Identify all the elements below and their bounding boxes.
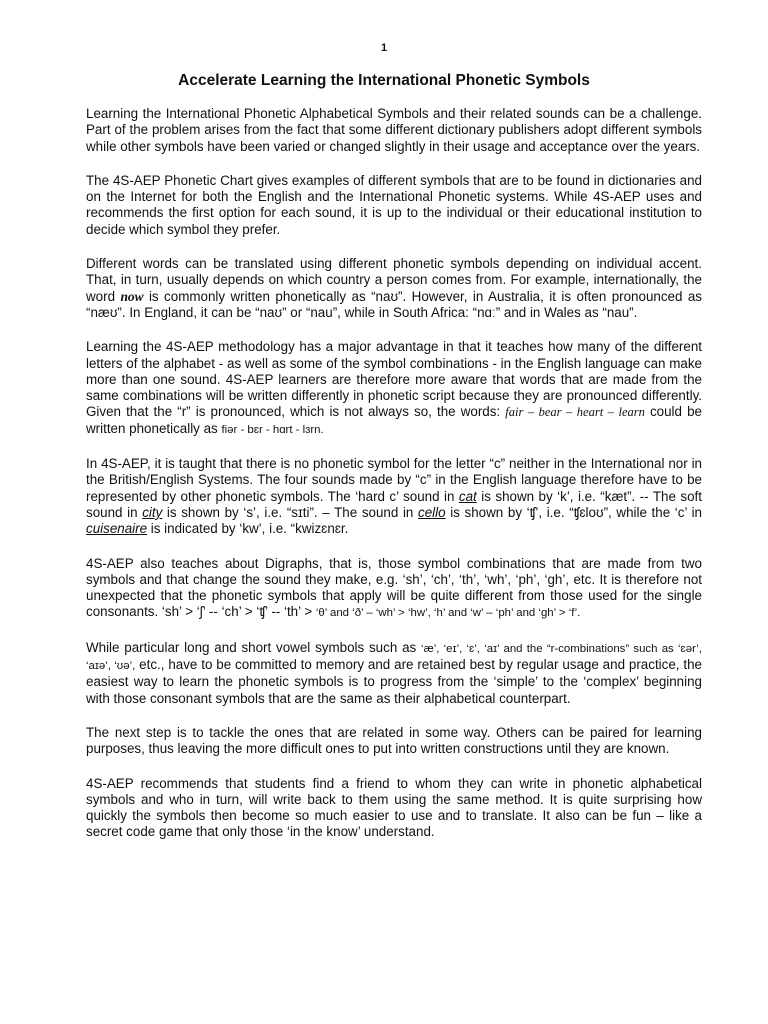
digraph-symbols: ‘θ’ and ‘ð’ – ‘wh’ > ‘hw’, ‘h’ and ‘w’ – ‘ph’ and ‘gh’ > ‘f’. [315,607,581,620]
paragraph-9: 4S-AEP recommends that students find a friend to whom they can write in phonetic alphabetical symbols and who in turn, will write back to them using the same method. It is quite surprising how quickly the symbols then become so much easier to use and to translate. It also can be fun – like a secret code game that only those ‘in the know’ understand. [86,775,702,840]
paragraph-6-text-a: 4S-AEP also teaches about Digraphs, that is, those symbol combinations that are made from two symbols and that change the sound they make, e.g. ‘sh’, ‘ch’, ‘th’, ‘wh’, ‘ph’, ‘gh’, etc. It is therefore not unexpected that the phonetic symbols that apply will be quite different from those used for the single consonants. ‘sh’ > ‘ʃ’ -- ‘ch’ > ‘ʧ’ -- ‘th’ > [86,555,702,620]
paragraph-2: The 4S-AEP Phonetic Chart gives examples of different symbols that are to be found in dictionaries and on the Internet for both the English and the International Phonetic systems. While 4S-AEP uses and recommends the first option for each sound, it is up to the individual or their educational institution to decide which symbol they prefer. [86,172,702,237]
paragraph-3-text-a: Different words can be translated using different phonetic symbols depending on individual accent. That, in turn, usually depends on which country a person comes from. For example, internationally, the word [86,256,702,304]
document-body [86,106,702,859]
word-cello: cello [418,504,446,520]
paragraph-5 [86,456,702,537]
paragraph-7 [86,640,702,707]
paragraph-5-text-e: is indicated by ‘kw’, i.e. “kwizɛnɛr. [147,521,349,537]
phonetic-transcription: fiər - bɛr - hɑrt - lɜrn. [221,423,324,436]
paragraph-7-text-b: etc., have to be committed to memory and are retained best by regular usage and practice, the easiest way to learn the phonetic symbols is to progress from the ‘simple’ to the ‘complex’ beginning with those consonant symbols that are the same as their alphabetical counterpart. [86,657,702,706]
paragraph-3-text-b: is commonly written phonetically as “naʊ”. However, in Australia, it is often pronounced as “næʊ”. In England, it can be “naʊ” or “nau”, while in South Africa: “nɑː” and in Wales as “nau”. [86,288,702,320]
paragraph-4-text-b: could be written phonetically as [86,404,702,436]
paragraph-7-text-a: While particular long and short vowel symbols such as [86,639,422,655]
paragraph-4 [86,339,702,438]
example-words: fair – bear – heart – learn [505,405,645,420]
word-city: city [142,504,163,520]
page-number: 1 [380,42,388,54]
document-title: Accelerate Learning the International Phonetic Symbols [178,72,590,89]
vowel-symbols: ‘æ’, ‘eɪ’, ‘ɛ’, ‘aɪ’ and the “r-combinations” such as ‘ɛər’, ‘aɪə’, ‘ʊə’, [86,642,702,673]
paragraph-5-text-b: is shown by ‘k’, i.e. “kæt”. -- The soft sound in [86,488,702,520]
paragraph-3 [86,256,702,321]
paragraph-5-text-d: is shown by ‘ʧ’, i.e. “ʧɛloʊ”, while the ‘c’ in [445,504,703,520]
word-cuisenaire: cuisenaire [86,521,148,537]
word-cat: cat [458,488,477,504]
paragraph-5-text-c: is shown by ‘s’, i.e. “sɪti”. – The sound in [162,504,419,520]
paragraph-5-text-a: In 4S-AEP, it is taught that there is no phonetic symbol for the letter “c” neither in the International nor in the British/English Systems. The four sounds made by “c” in the English language therefore have to be represented by other phonetic symbols. The ‘hard c’ sound in [86,456,702,504]
paragraph-4-text-a: Learning the 4S-AEP methodology has a major advantage in that it teaches how many of the different letters of the alphabet - as well as some of the symbol combinations - in the English language can make more than one sound. 4S-AEP learners are therefore more aware that words that are made from the same combinations will be written differently in phonetic script because they are pronounced differently. Given that the “r” is pronounced, which is not always so, the words: [86,339,702,420]
paragraph-8: The next step is to tackle the ones that are related in some way. Others can be paired for learning purposes, thus leaving the more difficult ones to put into written constructions until they are known. [86,724,702,757]
paragraph-6 [86,556,702,622]
paragraph-1: Learning the International Phonetic Alphabetical Symbols and their related sounds can be a challenge. Part of the problem arises from the fact that some different dictionary publishers adopt different symbols while other symbols have been varied or changed slightly in their usage and acceptance over the years. [86,106,702,154]
word-now: now [120,288,144,304]
